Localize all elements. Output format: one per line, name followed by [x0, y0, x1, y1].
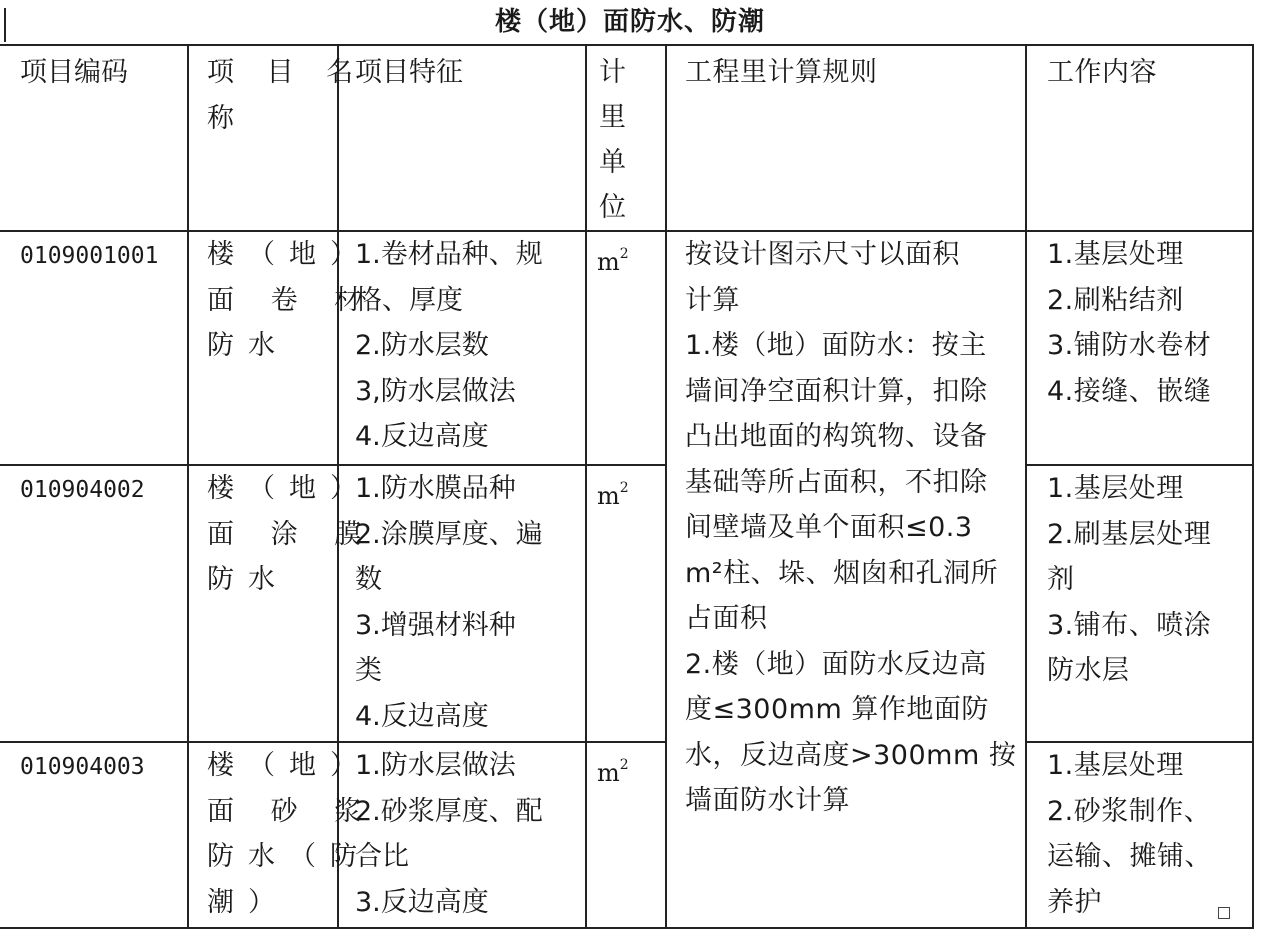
table-header-row [0, 45, 1253, 231]
header-rule: 工程里计算规则 [666, 45, 1026, 231]
row-unit [586, 231, 666, 465]
row-name: 楼（地） 面 卷 材 防水 [188, 231, 338, 465]
row-work: 1.基层处理 2.刷粘结剂 3.铺防水卷材 4.接缝、嵌缝 [1026, 231, 1253, 465]
row-code: 010904003 [0, 742, 188, 928]
row-work: 1.基层处理 2.刷基层处理 剂 3.铺布、喷涂 防水层 [1026, 465, 1253, 742]
row-name: 楼（地） 面 砂 浆 防水（防 潮） [188, 742, 338, 928]
table-row [0, 465, 1253, 742]
unit-square-meter: $m^2$ [597, 757, 629, 787]
resize-handle-icon [1218, 907, 1230, 919]
table-row [0, 231, 1253, 465]
row-features: 1.防水层做法 2.砂浆厚度、配 合比 3.反边高度 [338, 742, 586, 928]
header-work: 工作内容 [1026, 45, 1253, 231]
row-name: 楼（地） 面 涂 膜 防水 [188, 465, 338, 742]
row-features: 1.防水膜品种 2.涂膜厚度、遍 数 3.增强材料种 类 4.反边高度 [338, 465, 586, 742]
row-code: 010904002 [0, 465, 188, 742]
header-feature: 项目特征 [338, 45, 586, 231]
header-code: 项目编码 [0, 45, 188, 231]
unit-square-meter: $m^2$ [597, 246, 629, 276]
row-features: 1.卷材品种、规 格、厚度 2.防水层数 3,防水层做法 4.反边高度 [338, 231, 586, 465]
row-code: 0109001001 [0, 231, 188, 465]
row-unit [586, 742, 666, 928]
unit-square-meter: $m^2$ [597, 480, 629, 510]
header-name: 项 目 名 称 [188, 45, 338, 231]
calculation-rule-cell: 按设计图示尺寸以面积 计算 1.楼（地）面防水：按主 墙间净空面积计算，扣除 凸出地面的构筑物、设备 基础等所占面积，不扣除 间壁墙及单个面积≤0.3 m²柱、垛、烟囱和孔洞所 占面积 2.楼（地）面防水反边高 度≤300mm 算作地面防 水，反边高度>300mm 按 墙面防水计算 [666, 231, 1026, 928]
row-unit [586, 465, 666, 742]
header-unit: 计 里 单 位 [586, 45, 666, 231]
table-title: 楼（地）面防水、防潮 [494, 7, 765, 37]
table-row [0, 742, 1253, 928]
row-work: 1.基层处理 2.砂浆制作、 运输、摊铺、 养护 [1026, 742, 1253, 928]
quantity-table [0, 44, 1254, 929]
